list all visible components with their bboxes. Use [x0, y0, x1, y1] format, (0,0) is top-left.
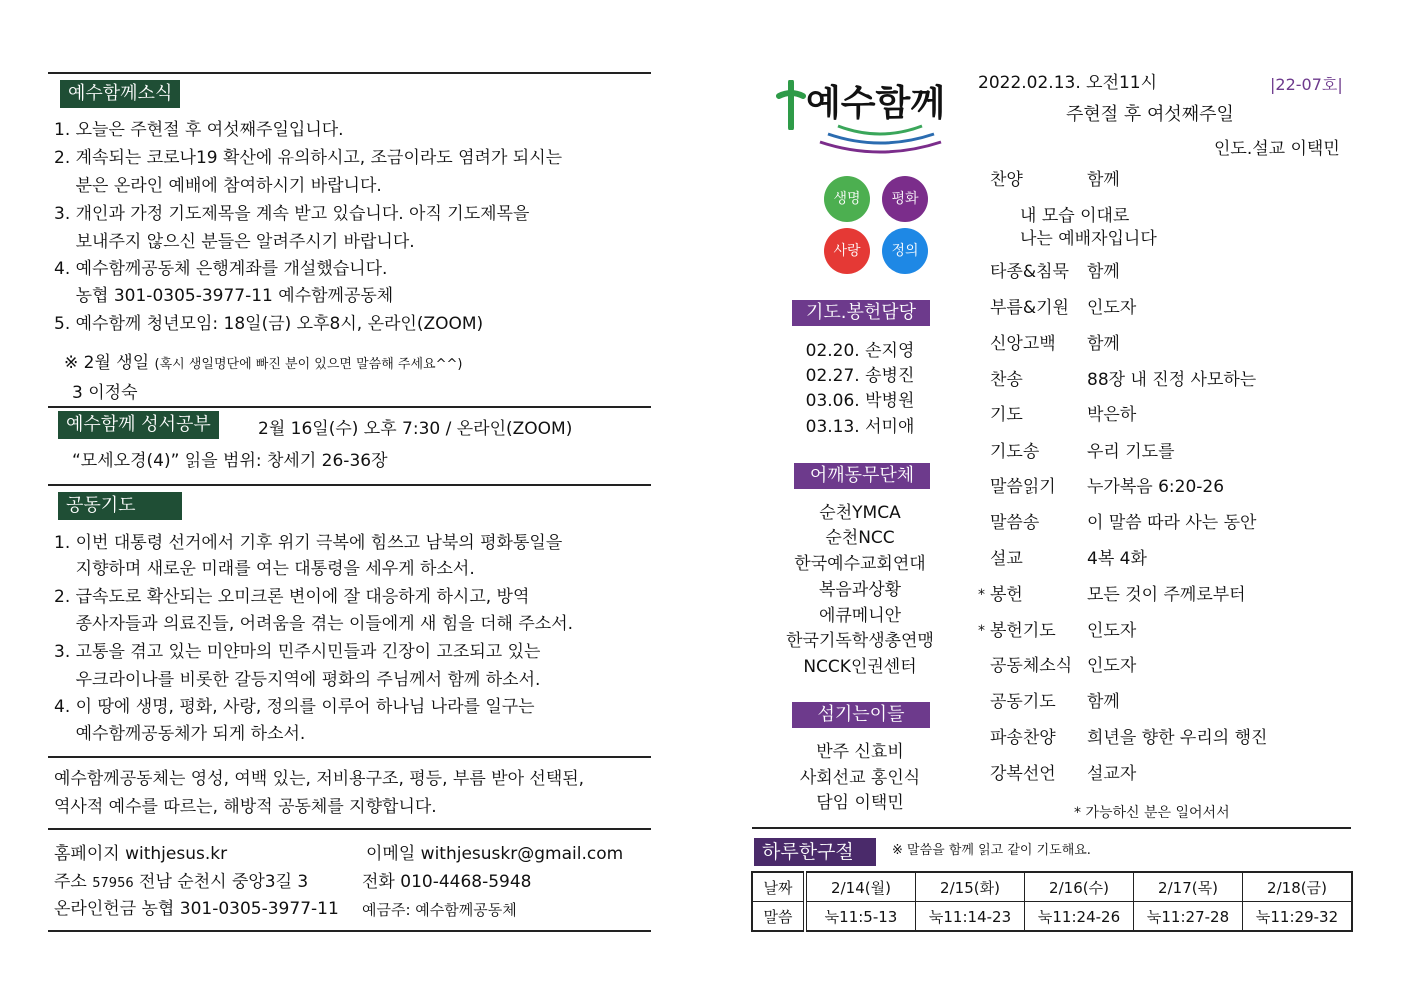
date-cell: 2/15(화) — [916, 872, 1025, 902]
news-title: 예수함께소식 — [60, 80, 180, 108]
left-top-rule — [48, 72, 651, 74]
partner-item: 순천NCC — [825, 528, 895, 548]
partner-item: 순천YMCA — [819, 503, 901, 523]
stand-marker: * — [978, 623, 985, 639]
order-label: 타종&침묵 — [990, 262, 1069, 282]
duty-item: 03.06. 박병원 — [805, 391, 915, 411]
logo-name: 예수함께 — [806, 83, 946, 124]
order-row — [990, 547, 1147, 571]
order-row — [990, 296, 1136, 320]
order-label: 파송찬양 — [990, 728, 1056, 748]
order-label: 말씀송 — [990, 513, 1040, 533]
order-value: 누가복음 6:20-26 — [1087, 477, 1225, 497]
issue-number: |22-07호| — [1270, 75, 1343, 94]
news-item: 2. 계속되는 코로나19 확산에 유의하시고, 조금이라도 염려가 되시는 — [54, 148, 563, 168]
partner-item: 에큐메니안 — [818, 606, 902, 626]
logo-swoosh-icon — [818, 120, 943, 156]
table-header-cell: 날짜 — [752, 872, 805, 902]
phone: 전화 010-4468-5948 — [362, 872, 532, 892]
duty-item: 03.13. 서미애 — [805, 417, 915, 437]
address — [54, 869, 308, 897]
order-row-hymn — [990, 168, 1120, 192]
partner-item: 한국예수교회연대 — [794, 554, 926, 574]
prayer-item: 3. 고통을 겪고 있는 미얀마의 민주시민들과 긴장이 고조되고 있는 — [54, 642, 541, 662]
servers-title: 섬기는이들 — [792, 702, 930, 728]
order-row — [990, 511, 1256, 535]
order-label: 찬양 — [990, 170, 1023, 190]
hymn-line: 나는 예배자입니다 — [1020, 229, 1157, 249]
order-row — [990, 332, 1120, 356]
daily-title: 하루한구절 — [754, 838, 876, 866]
stand-note: * 가능하신 분은 일어서서 — [1074, 805, 1230, 821]
order-row — [990, 403, 1136, 427]
order-label: 기도송 — [990, 442, 1040, 462]
zip-code: 57956 — [92, 876, 134, 891]
news-item: 보내주지 않으신 분들은 알려주시기 바랍니다. — [54, 232, 415, 252]
order-label: 설교 — [990, 549, 1023, 569]
address-text: 전남 순천시 중앙3길 3 — [139, 872, 309, 892]
love-circle-badge: 사랑 — [824, 228, 870, 274]
order-value: 함께 — [1087, 692, 1120, 712]
verse-cell: 눅11:27-28 — [1134, 902, 1243, 932]
bible-study-rule — [48, 406, 651, 408]
order-value: 설교자 — [1087, 764, 1137, 784]
account-holder: 예금주: 예수함께공동체 — [362, 901, 517, 919]
prayer-rule — [48, 484, 651, 486]
order-label: 강복선언 — [990, 764, 1056, 784]
duty-title: 기도.봉헌담당 — [792, 300, 930, 326]
bible-study-title: 예수함께 성서공부 — [58, 411, 219, 439]
server-item: 반주 신효비 — [816, 742, 904, 762]
prayer-item: 예수함께공동체가 되게 하소서. — [54, 724, 306, 744]
table-header-cell: 말씀 — [752, 902, 805, 932]
partner-item: NCCK인권센터 — [803, 657, 917, 677]
news-item: 5. 예수함께 청년모임: 18일(금) 오후8시, 온라인(ZOOM) — [54, 314, 484, 334]
sunday-name: 주현절 후 여섯째주일 — [1066, 104, 1234, 125]
homepage[interactable]: 홈페이지 withjesus.kr — [54, 844, 228, 864]
order-label: 찬송 — [990, 370, 1023, 390]
birthday-title: ※ 2월 생일 — [64, 353, 150, 373]
donation-account: 온라인헌금 농협 301-0305-3977-11 — [54, 899, 339, 919]
hymn-line: 내 모습 이대로 — [1020, 206, 1130, 226]
daily-rule — [752, 827, 1351, 829]
order-value: 인도자 — [1087, 298, 1137, 318]
prayer-item: 지향하며 새로운 미래를 여는 대통령을 세우게 하소서. — [54, 559, 475, 579]
date-cell: 2/14(월) — [805, 872, 916, 902]
justice-circle-badge: 정의 — [882, 228, 928, 274]
order-label: 기도 — [990, 405, 1023, 425]
life-circle-badge: 생명 — [824, 176, 870, 222]
order-row — [990, 690, 1120, 714]
duty-item: 02.27. 송병진 — [805, 366, 915, 386]
order-label: 부름&기원 — [990, 298, 1069, 318]
prayer-item: 2. 급속도로 확산되는 오미크론 변이에 잘 대응하게 하시고, 방역 — [54, 587, 530, 607]
order-row — [990, 260, 1120, 284]
address-label: 주소 — [54, 872, 87, 892]
order-value: 모든 것이 주께로부터 — [1087, 585, 1246, 605]
mission-rule — [48, 756, 651, 758]
order-label: 봉헌기도 — [990, 621, 1056, 641]
prayer-title: 공동기도 — [58, 492, 182, 520]
order-row — [990, 440, 1175, 464]
bible-study-info: 2월 16일(수) 오후 7:30 / 온라인(ZOOM) — [258, 419, 573, 439]
order-value: 함께 — [1087, 334, 1120, 354]
left-bottom-rule — [48, 930, 651, 932]
order-label: 공동기도 — [990, 692, 1056, 712]
table-row — [752, 872, 1352, 902]
news-item: 농협 301-0305-3977-11 예수함께공동체 — [54, 286, 394, 306]
verse-cell: 눅11:14-23 — [916, 902, 1025, 932]
order-row — [990, 654, 1136, 678]
bible-study-reading: “모세오경(4)” 읽을 범위: 창세기 26-36장 — [72, 451, 388, 471]
order-value: 박은하 — [1087, 405, 1137, 425]
birthday-note: (혹시 생일명단에 빠진 분이 있으면 말씀해 주세요^^) — [154, 357, 463, 372]
order-row — [990, 368, 1256, 392]
order-row — [978, 583, 1246, 607]
prayer-item: 우크라이나를 비롯한 갈등지역에 평화의 주님께서 함께 하소서. — [54, 670, 541, 690]
news-item: 3. 개인과 가정 기도제목을 계속 받고 있습니다. 아직 기도제목을 — [54, 204, 530, 224]
order-label: 말씀읽기 — [990, 477, 1056, 497]
order-value: 이 말씀 따라 사는 동안 — [1087, 513, 1257, 533]
server-item: 담임 이택민 — [816, 793, 904, 813]
order-value: 4복 4화 — [1087, 549, 1147, 569]
news-item: 분은 온라인 예배에 참여하시기 바랍니다. — [54, 176, 382, 196]
order-value: 인도자 — [1087, 656, 1137, 676]
order-value: 88장 내 진정 사모하는 — [1087, 370, 1257, 390]
partner-item: 복음과상황 — [818, 580, 902, 600]
service-date: 2022.02.13. 오전11시 — [978, 73, 1158, 93]
verse-cell: 눅11:24-26 — [1025, 902, 1134, 932]
news-item: 4. 예수함께공동체 은행계좌를 개설했습니다. — [54, 259, 388, 279]
table-row — [752, 902, 1352, 932]
verse-cell: 눅11:5-13 — [805, 902, 916, 932]
order-value: 우리 기도를 — [1087, 442, 1175, 462]
birthday-heading — [64, 350, 462, 378]
order-value: 인도자 — [1087, 621, 1137, 641]
news-item: 1. 오늘은 주현절 후 여섯째주일입니다. — [54, 120, 344, 140]
date-cell: 2/18(금) — [1243, 872, 1353, 902]
service-leader: 인도.설교 이택민 — [1214, 139, 1340, 159]
prayer-item: 4. 이 땅에 생명, 평화, 사랑, 정의를 이루어 하나님 나라를 일구는 — [54, 697, 535, 717]
prayer-item: 1. 이번 대통령 선거에서 기후 위기 극복에 힘쓰고 남북의 평화통일을 — [54, 533, 563, 553]
partner-item: 한국기독학생총연맹 — [786, 631, 934, 651]
order-label: 신앙고백 — [990, 334, 1056, 354]
order-value: 함께 — [1087, 262, 1120, 282]
order-row — [990, 726, 1267, 750]
date-cell: 2/17(목) — [1134, 872, 1243, 902]
order-label: 공동체소식 — [990, 656, 1073, 676]
order-row — [990, 475, 1224, 499]
duty-item: 02.20. 손지영 — [805, 341, 915, 361]
order-value: 함께 — [1087, 170, 1120, 190]
prayer-item: 종사자들과 의료진들, 어려움을 겪는 이들에게 새 힘을 더해 주소서. — [54, 614, 574, 634]
server-item: 사회선교 홍인식 — [799, 768, 921, 788]
daily-note: ※ 말씀을 함께 읽고 같이 기도해요. — [892, 843, 1091, 858]
order-row — [978, 619, 1137, 643]
stand-marker: * — [978, 587, 985, 603]
partners-title: 어깨동무단체 — [794, 463, 930, 489]
order-row — [990, 762, 1136, 786]
birthday-entry: 3 이정숙 — [72, 383, 138, 403]
order-value: 희년을 향한 우리의 행진 — [1087, 728, 1268, 748]
mission-line: 예수함께공동체는 영성, 여백 있는, 저비용구조, 평등, 부름 받아 선택된, — [54, 769, 585, 789]
mission-line: 역사적 예수를 따르는, 해방적 공동체를 지향합니다. — [54, 797, 437, 817]
peace-circle-badge: 평화 — [882, 176, 928, 222]
cross-icon — [776, 80, 806, 130]
date-cell: 2/16(수) — [1025, 872, 1134, 902]
order-label: 봉헌 — [990, 585, 1023, 605]
email[interactable]: 이메일 withjesuskr@gmail.com — [366, 844, 624, 864]
daily-verse-table — [751, 871, 1353, 932]
verse-cell: 눅11:29-32 — [1243, 902, 1353, 932]
contact-rule — [48, 828, 651, 830]
